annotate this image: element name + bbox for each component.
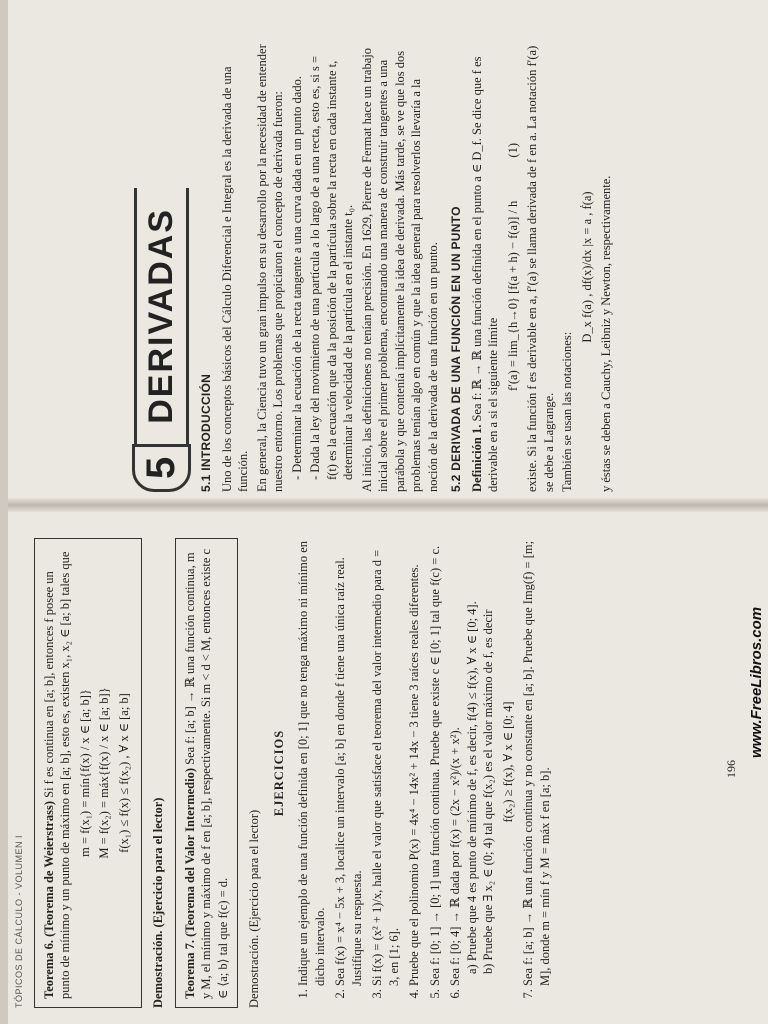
section-heading-derivada: 5.2 DERIVADA DE UNA FUNCIÓN EN UN PUNTO <box>449 206 464 492</box>
theorem-7-box <box>175 538 239 1008</box>
page-number: 196 <box>724 760 739 778</box>
theorem-6-equation-min: m = f(x₁) = mín{f(x) / x ∈ [a; b]} <box>77 689 92 857</box>
page-196-topicos <box>14 538 744 1008</box>
definition-after-text: existe. Si la función f es derivable en a, f′(a) se llama derivada de f en a. La notación f′(a) se debe a Lagrange. <box>525 45 556 492</box>
definition-formula: f′(a) = lim_{h→0} [f(a + h) − f(a)] / h <box>505 200 520 392</box>
intro-paragraph-2: En general, la Ciencia tuvo un gran impulso en su desarrollo por la necesidad de entender nuestro entorno. Los problemas que propiciaron el concepto de derivada fueron: <box>254 44 286 492</box>
equation-number: (1) <box>505 142 520 158</box>
theorem-6-label: Teorema 6. (Teorema de Weierstrass) <box>41 801 56 999</box>
exercise-6-formula: f(x₂) ≥ f(x), ∀ x ∈ [0; 4] <box>500 701 515 823</box>
theorem-6-equation-max: M = f(x₂) = máx{f(x) / x ∈ [a; b]} <box>97 687 112 859</box>
exercise-item: 3. Si f(x) = (x² + 1)/x, halle el valor que satisface el teorema del valor intermedio para d = 3, en [1; 6]. <box>369 538 402 986</box>
problem-item-1: - Determinar la ecuación de la recta tangente a una curva dada en un punto dado. <box>289 76 304 480</box>
chapter-number: 5 <box>132 444 191 492</box>
proof-note-1: Demostración. (Ejercicio para el lector) <box>151 797 166 1008</box>
notations-after-text: y éstas se deben a Cauchy, Leibniz y Newton, respectivamente. <box>599 175 614 492</box>
exercise-item: 2. Sea f(x) = x⁴ − 5x + 3, localice un intervalo [a; b] en donde f tiene una única raíz real. Justifique su respuesta. <box>332 538 365 986</box>
freelibros-watermark: www.FreeLibros.com <box>748 606 765 758</box>
book-binding-edge <box>0 0 8 1024</box>
exercise-6-text: Sea f: [0; 4] → ℝ dada por f(x) = (2x − x²)/(x + x²). <box>448 727 463 986</box>
section-heading-introduccion: 5.1 INTRODUCCIÓN <box>198 373 213 492</box>
page-197-derivadas <box>132 42 752 492</box>
intro-paragraph-1: Uno de los conceptos básicos del Cálculo Diferencial e Integral es la derivada de una función. <box>219 66 251 492</box>
definition-formula-row <box>505 42 522 492</box>
definition-label: Definición 1. <box>469 424 484 492</box>
exercise-item: 4. Pruebe que el polinomio P(x) = 4x⁴ − 14x² + 14x − 3 tiene 3 raíces reales diferentes. <box>406 538 423 986</box>
notations-intro: También se usan las notaciones: <box>560 331 575 492</box>
exercise-item: 1. Indique un ejemplo de una función definida en [0; 1] que no tenga máximo ni mínimo en dicho intervalo. <box>295 538 328 986</box>
theorem-6-box <box>34 538 143 1008</box>
theorem-7-text: Sea f: [a; b] → ℝ una función continua, m y M, el mínimo y máximo de f en [a; b], respectivamente. Si m < d < M, entonces existe c ∈ ⟨a; b⟩ tal que f(c) = d. <box>182 548 230 999</box>
proof-note-2: Demostración. (Ejercicio para el lector) <box>247 809 262 1008</box>
exercise-6-part-b: b) Pruebe que ∃ x₂ ∈ (0; 4) tal que f(x₂) es el valor máximo de f, es decir <box>481 609 496 974</box>
running-head: TÓPICOS DE CÁLCULO - VOLUMEN I <box>14 834 24 1008</box>
definition-text: Sea f: ℝ → ℝ una función definida en el punto a ∈ D_f. Se dice que f es derivable en a si el siguiente límite <box>469 56 501 492</box>
exercise-item-6 <box>447 538 516 986</box>
page-gutter <box>8 498 768 512</box>
theorem-6-text: Si f es continua en [a; b], entonces f posee un punto de mínimo y un punto de máximo en [a; b], esto es, existen x₁, x₂ ∈ [a; b] tales que <box>41 551 73 999</box>
chapter-title: DERIVADAS <box>134 188 189 444</box>
exercise-6-part-a: a) Pruebe que 4 es punto de mínimo de f, es decir, f(4) ≤ f(x), ∀ x ∈ [0; 4]. <box>464 601 479 974</box>
notations-formula: D_x f(a) , df(x)/dx |x = a , ḟ(a) <box>579 191 594 343</box>
theorem-7-label: Teorema 7. (Teorema del Valor Intermedio) <box>182 768 197 999</box>
exercise-item: 5. Sea f: [0; 1] → [0; 1] una función continua. Pruebe que existe c ∈ [0; 1] tal que f(c) = c. <box>427 538 444 986</box>
exercises-list <box>295 538 553 1008</box>
exercises-title: EJERCICIOS <box>271 729 286 817</box>
chapter-header <box>132 42 191 492</box>
theorem-6-inequality: f(x₁) ≤ f(x) ≤ f(x₂) , ∀ x ∈ [a; b] <box>116 693 131 853</box>
history-paragraph: Al inicio, las definiciones no tenían precisión. En 1629, Pierre de Fermat hace un trabajo inicial sobre el primer problema, encontrando una manera de construir tangentes a una parábola y que contenía implícitamente la idea de derivada. Más tarde, se ve que los dos problemas tenían algo en común y que la idea general para resolverlos llevaría a la noción de la derivada de una función en un punto. <box>359 48 440 492</box>
problem-item-2: - Dada la ley del movimiento de una partícula a lo largo de a una recta, esto es, si s = f(t) es la ecuación que da la posición de la partícula sobre la recta en cada instante t, determinar la velocidad de la partícula en el instante t₀. <box>308 55 356 480</box>
exercise-item: 7. Sea f: [a; b] → ℝ una función continua y no constante en [a; b]. Pruebe que Img(f) = [m; M], donde m = mín f y M = máx f en [a; b]. <box>520 538 553 986</box>
